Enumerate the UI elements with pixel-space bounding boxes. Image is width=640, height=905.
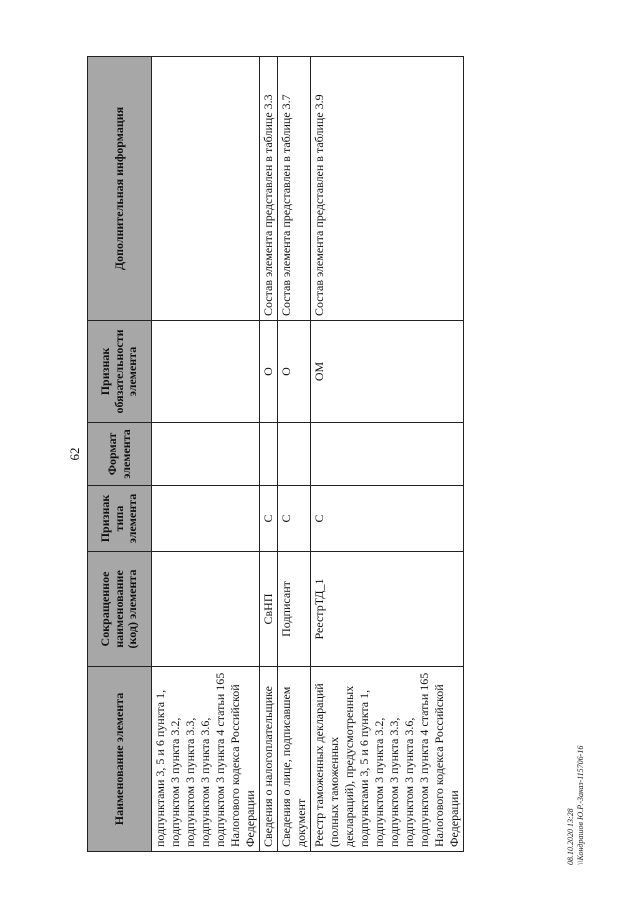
cell-format (311, 423, 464, 486)
cell-type: С (311, 486, 464, 552)
footer-stamp-inner (566, 745, 586, 865)
cell-name: Сведения о налогоплательщике (260, 667, 278, 852)
cell-type (152, 486, 260, 552)
elements-table (87, 56, 464, 852)
page-number: 62 (67, 447, 82, 461)
table-row (260, 57, 278, 852)
table-header-row (88, 57, 152, 852)
cell-code: РеестрТД_1 (311, 552, 464, 667)
cell-name: Сведения о лице, подписавшем документ (278, 667, 311, 852)
table-row (152, 57, 260, 852)
cell-info (152, 57, 260, 321)
cell-name: подпунктами 3, 5 и 6 пункта 1, подпунктом 3 пункта 3.2, подпунктом 3 пункта 3.3, подпунктом 3 пункта 3.6, подпунктом 3 пункта 4 статьи 165 Налогового кодекса Российской Федерации (152, 667, 260, 852)
cell-format (260, 423, 278, 486)
cell-code: Подписант (278, 552, 311, 667)
footer-order-ref: \\Кондрашов Ю.Р.-Заказ-115706-16 (576, 745, 585, 865)
cell-name: Реестр таможенных деклараций (полных таможенных деклараций), предусмотренных подпунктами 3, 5 и 6 пункта 1, подпунктом 3 пункта 3.2, подпунктом 3 пункта 3.3, подпунктом 3 пункта 3.6, подпунктом 3 пункта 4 статьи 165 Налогового кодекса Российской Федерации (311, 667, 464, 852)
cell-type: С (260, 486, 278, 552)
rotated-table-inner (87, 57, 461, 852)
cell-code: СвНП (260, 552, 278, 667)
cell-format (278, 423, 311, 486)
cell-info: Состав элемента представлен в таблице 3.7 (278, 57, 311, 321)
cell-required: ОМ (311, 321, 464, 423)
table-row (311, 57, 464, 852)
cell-info: Состав элемента представлен в таблице 3.3 (260, 57, 278, 321)
rotated-table-container (87, 57, 461, 852)
header-element-required: Признак обязательности элемента (88, 321, 152, 423)
header-element-code: Сокращенное наименование (код) элемента (88, 552, 152, 667)
cell-code (152, 552, 260, 667)
header-additional-info: Дополнительная информация (88, 57, 152, 321)
header-element-type: Признак типа элемента (88, 486, 152, 552)
cell-required: О (278, 321, 311, 423)
cell-type: С (278, 486, 311, 552)
footer-timestamp: 08.10.2020 13:28 (566, 808, 575, 865)
cell-required: О (260, 321, 278, 423)
table-row (278, 57, 311, 852)
cell-info: Состав элемента представлен в таблице 3.9 (311, 57, 464, 321)
cell-required (152, 321, 260, 423)
header-element-name: Наименование элемента (88, 667, 152, 852)
header-element-format: Формат элемента (88, 423, 152, 486)
cell-format (152, 423, 260, 486)
